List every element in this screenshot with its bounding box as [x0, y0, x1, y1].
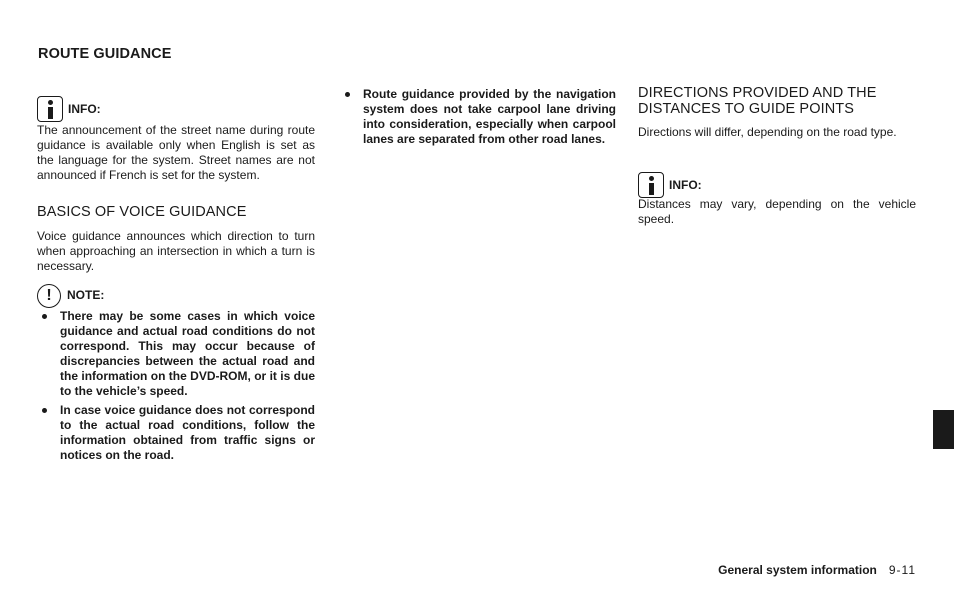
page-number: 9-11	[888, 563, 916, 577]
directions-text: Directions will differ, depending on the road type.	[638, 125, 897, 139]
chapter-tab	[933, 410, 954, 449]
note-callout-header	[37, 280, 104, 308]
section-title: ROUTE GUIDANCE	[38, 46, 172, 62]
info-icon	[638, 172, 664, 198]
page-footer	[718, 563, 916, 577]
footer-section: General system information	[718, 563, 877, 577]
info-callout-header	[638, 168, 702, 198]
note-list	[37, 309, 315, 467]
voice-guidance-heading: BASICS OF VOICE GUIDANCE	[37, 204, 247, 220]
info-text: Distances may vary, depending on the vehicle speed.	[638, 197, 916, 226]
info-callout-header	[37, 92, 101, 122]
list-item: Route guidance provided by the navigation system does not take carpool lane driving into consideration, especially when carpool lanes are separated from other road lanes.	[340, 87, 616, 147]
exclamation-icon: !	[37, 284, 61, 308]
info-text: The announcement of the street name during route guidance is available only when English is set as the language for the system. Street names are not announced if French is set for the system.	[37, 123, 315, 182]
list-item: There may be some cases in which voice guidance and actual road conditions do not correspond. This may occur because of discrepancies between the actual road and the information on the DVD-ROM, or it is due to the vehicle’s speed.	[37, 309, 315, 399]
voice-guidance-text: Voice guidance announces which direction to turn when approaching an intersection in which a turn is necessary.	[37, 229, 315, 273]
info-label: INFO:	[669, 178, 702, 192]
carpool-list	[340, 87, 616, 151]
info-icon	[37, 96, 63, 122]
list-item: In case voice guidance does not correspond to the actual road conditions, follow the information obtained from traffic signs or notices on the road.	[37, 403, 315, 463]
note-label: NOTE:	[67, 288, 105, 302]
directions-heading: DIRECTIONS PROVIDED AND THE DISTANCES TO GUIDE POINTS	[638, 85, 877, 117]
info-label: INFO:	[68, 102, 101, 116]
